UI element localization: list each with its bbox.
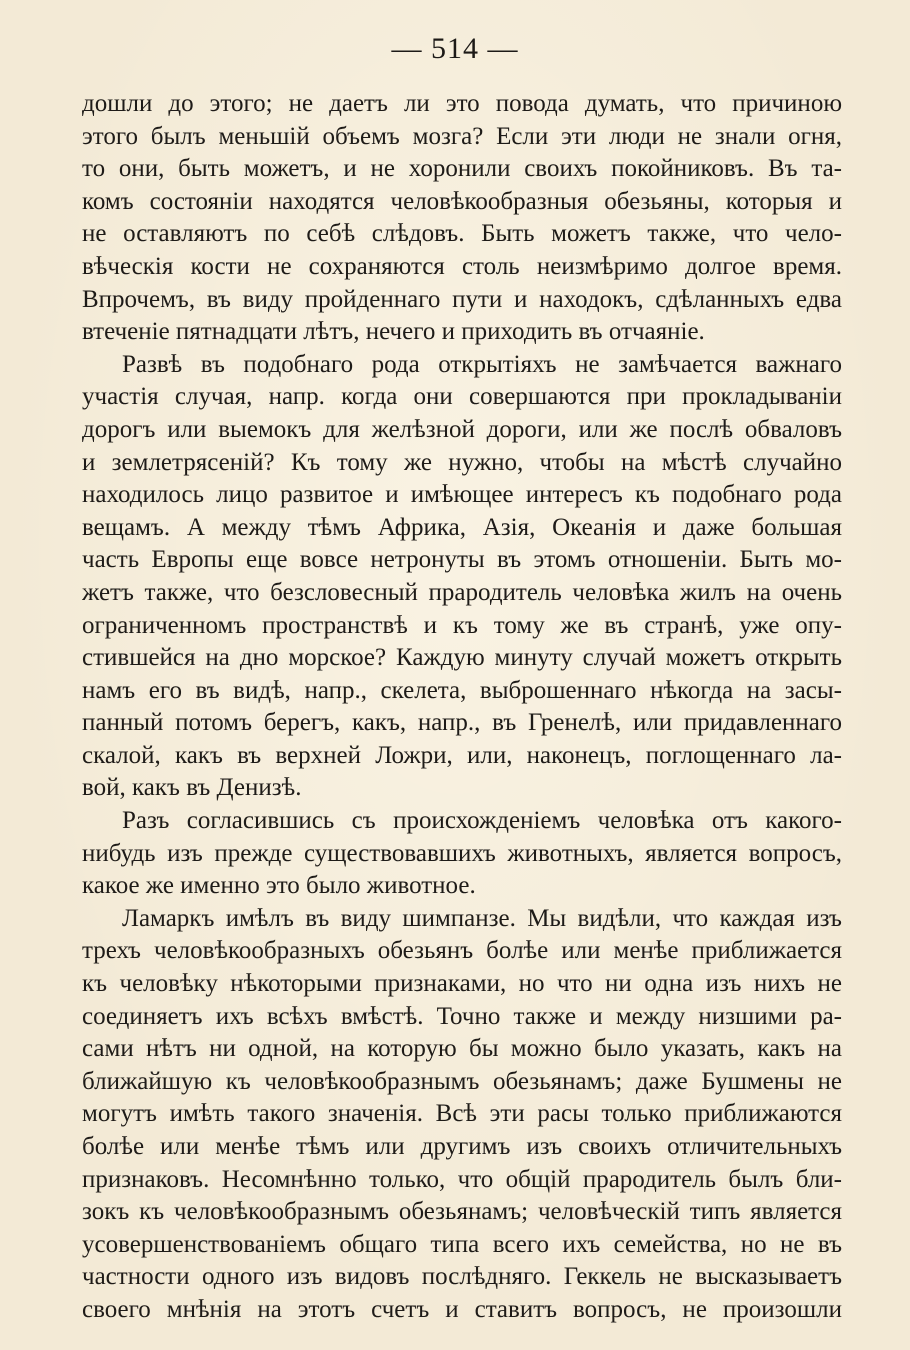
text-line: часть Европы еще вовсе нетронуты въ этомъ отношеніи. Быть мо- [82, 546, 842, 574]
paragraph [82, 903, 842, 1327]
text-line: Разъ согласившись съ происхожденіемъ человѣка отъ какого- [122, 807, 842, 835]
text-line: дорогъ или выемокъ для желѣзной дороги, или же послѣ обваловъ [82, 415, 842, 443]
text-line: Развѣ въ подобнаго рода открытіяхъ не замѣчается важнаго [122, 350, 842, 378]
text-line: ограниченномъ пространствѣ и къ тому же въ странѣ, уже опу- [82, 611, 842, 639]
text-line: панный потомъ берегъ, какъ, напр., въ Гренелѣ, или придавленнаго [82, 709, 842, 737]
text-line: нибудь изъ прежде существовавшихъ животныхъ, является вопросъ, [82, 839, 842, 867]
text-line: комъ состояніи находятся человѣкообразныя обезьяны, которыя и [82, 187, 842, 215]
text-line: вой, какъ въ Денизѣ. [82, 774, 302, 802]
text-line: то они, быть можетъ, и не хоронили своихъ покойниковъ. Въ та- [82, 155, 842, 183]
text-line: жетъ также, что безсловесный прародитель человѣка жилъ на очень [82, 578, 842, 606]
text-line: находилось лицо развитое и имѣющее интересъ къ подобнаго рода [82, 481, 842, 509]
text-line: намъ его въ видѣ, напр., скелета, выброшеннаго нѣкогда на засы- [82, 676, 842, 704]
text-line: какое же именно это было животное. [82, 872, 476, 900]
text-line: и землетрясеній? Къ тому же нужно, чтобы на мѣстѣ случайно [82, 448, 842, 476]
text-line: вещамъ. А между тѣмъ Африка, Азія, Океанія и даже большая [82, 513, 842, 541]
text-line: сами нѣтъ ни одной, на которую бы можно было указать, какъ на [82, 1035, 842, 1063]
text-line: болѣе или менѣе тѣмъ или другимъ изъ своихъ отличительныхъ [82, 1133, 842, 1160]
text-line: скалой, какъ въ верхней Ложри, или, наконецъ, поглощеннаго ла- [82, 741, 842, 769]
page-number: — 514 — [391, 32, 519, 65]
text-line: вѣческія кости не сохраняются столь неизмѣримо долгое время. [82, 252, 842, 280]
text-line: признаковъ. Несомнѣнно только, что общій прародитель былъ бли- [82, 1165, 842, 1193]
text-line: могутъ имѣть такого значенія. Всѣ эти расы только приближаются [82, 1100, 842, 1128]
text-line: трехъ человѣкообразныхъ обезьянъ болѣе или менѣе приближается [82, 937, 842, 965]
body-text [82, 88, 842, 1327]
text-line: Впрочемъ, въ виду пройденнаго пути и находокъ, сдѣланныхъ едва [82, 285, 842, 313]
text-line: усовершенствованіемъ общаго типа всего ихъ семейства, но не въ [82, 1230, 842, 1258]
paragraph [82, 805, 842, 903]
paragraph [82, 349, 842, 805]
text-line: своего мнѣнія на этотъ счетъ и ставитъ вопросъ, не произошли [82, 1295, 842, 1323]
text-line: Ламаркъ имѣлъ въ виду шимпанзе. Мы видѣли, что каждая изъ [122, 904, 842, 932]
text-line: къ человѣку нѣкоторыми признаками, но что ни одна изъ нихъ не [82, 970, 842, 998]
text-line: не оставляютъ по себѣ слѣдовъ. Быть можетъ также, что чело- [82, 220, 842, 248]
text-line: втеченіе пятнадцати лѣтъ, нечего и приходить въ отчаяніе. [82, 318, 705, 346]
text-line: этого былъ меньшій объемъ мозга? Если эти люди не знали огня, [82, 122, 842, 150]
text-line: частности одного изъ видовъ послѣдняго. Геккель не высказываетъ [82, 1263, 842, 1291]
paragraph [82, 88, 842, 349]
text-line: дошли до этого; не даетъ ли это повода думать, что причиною [82, 90, 842, 117]
text-line: соединяетъ ихъ всѣхъ вмѣстѣ. Точно также и между низшими ра- [82, 1002, 842, 1030]
text-line: стившейся на дно морское? Каждую минуту случай можетъ открыть [82, 644, 842, 672]
text-line: ближайшую къ человѣкообразнымъ обезьянамъ; даже Бушмены не [82, 1067, 842, 1095]
text-line: участія случая, напр. когда они совершаются при прокладываніи [82, 383, 842, 411]
text-line: зокъ къ человѣкообразнымъ обезьянамъ; человѣческій типъ является [82, 1198, 842, 1226]
